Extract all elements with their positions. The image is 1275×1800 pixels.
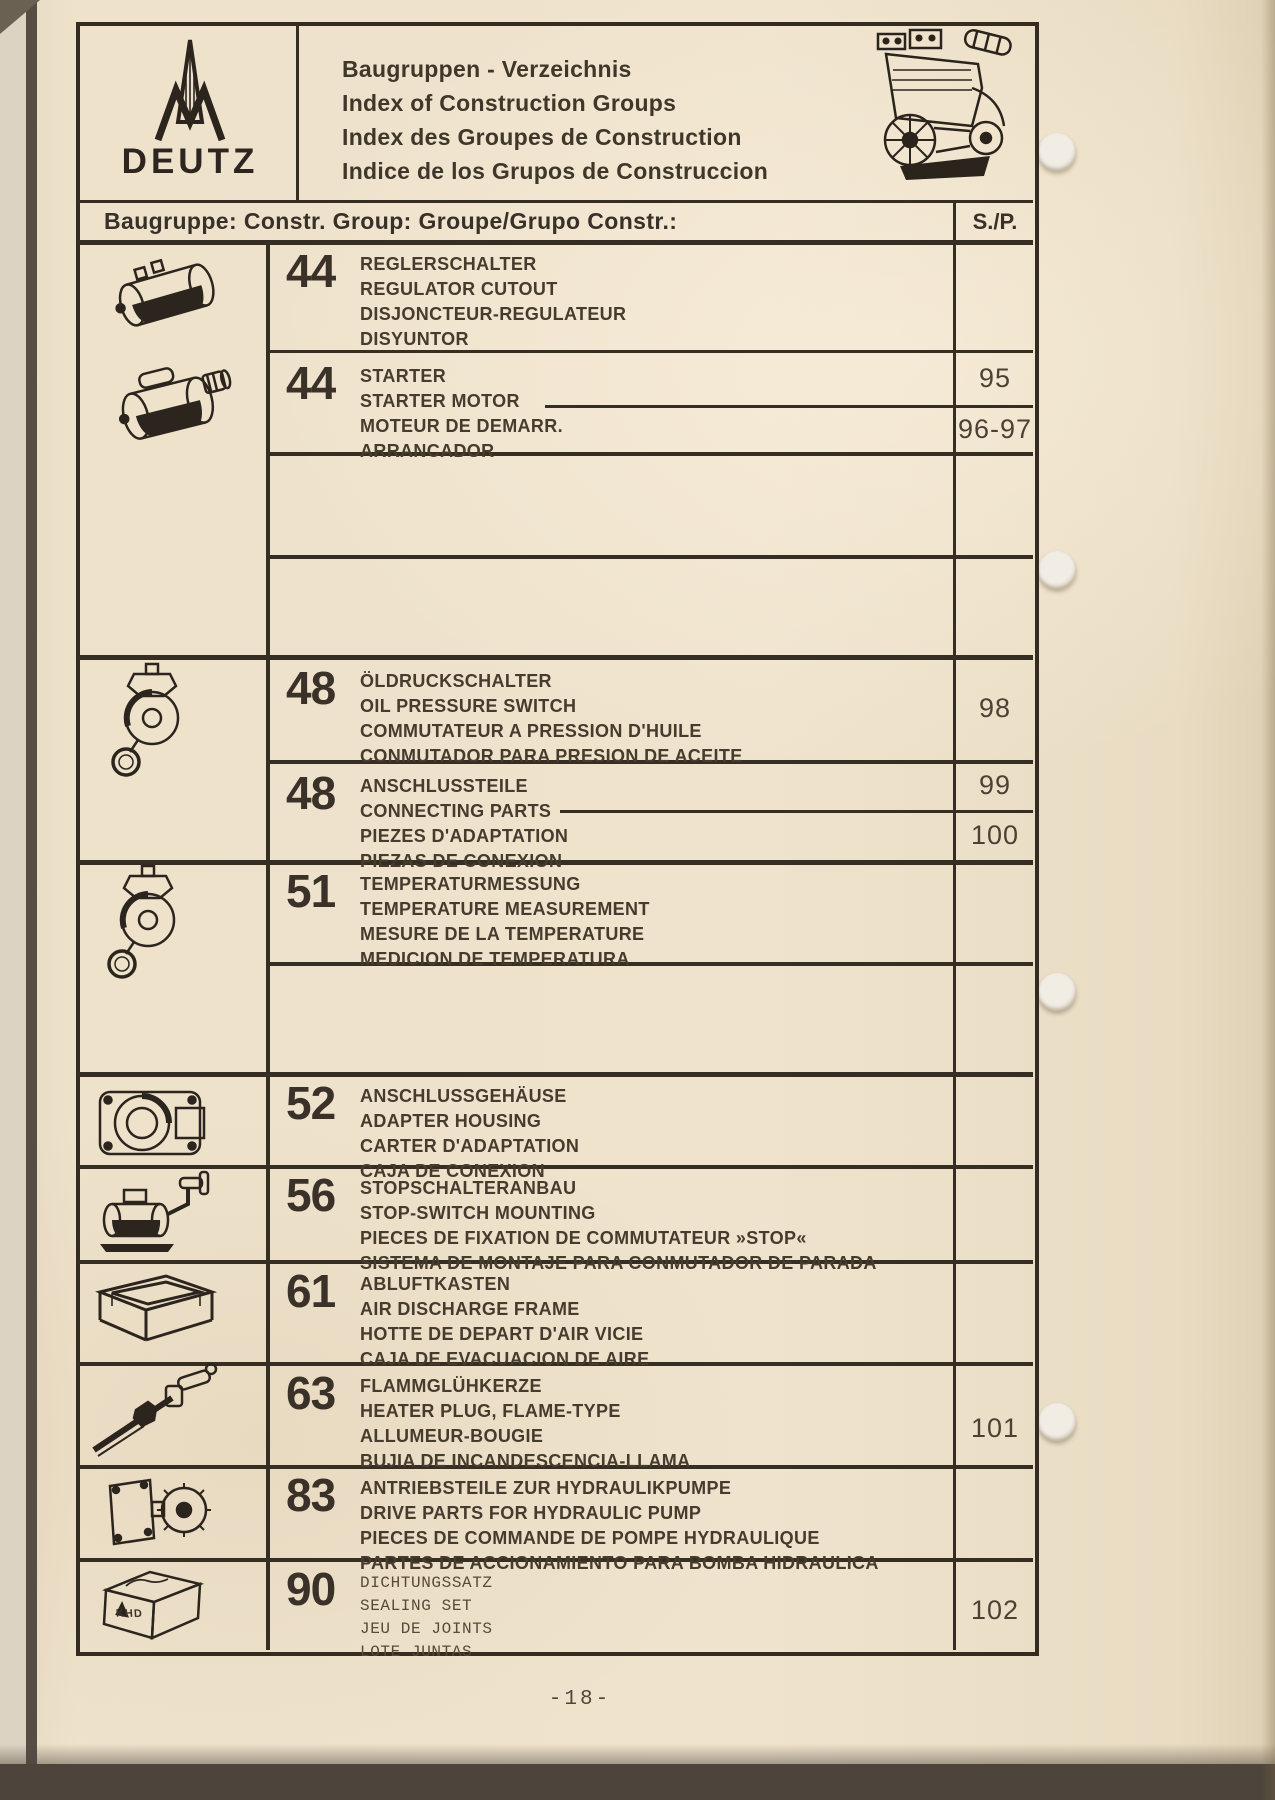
desc-en: TEMPERATURE MEASUREMENT <box>360 899 650 919</box>
desc-es: ARRANCADOR <box>360 441 495 461</box>
box-brand-label: KHD <box>115 1607 144 1621</box>
desc-de: TEMPERATURMESSUNG <box>360 874 581 894</box>
desc-de: ANSCHLUSSTEILE <box>360 776 528 796</box>
divider <box>296 25 299 200</box>
scan-margin <box>0 0 26 1800</box>
punch-hole <box>1038 1403 1076 1441</box>
punch-hole <box>1038 973 1076 1011</box>
desc-de: ÖLDRUCKSCHALTER <box>360 671 552 691</box>
desc-de: STOPSCHALTERANBAU <box>360 1178 577 1198</box>
group-description <box>360 1176 877 1276</box>
scan-edge-bottom-shadow <box>0 1744 1275 1764</box>
desc-fr: CARTER D'ADAPTATION <box>360 1136 580 1156</box>
title-de: Baugruppen - Verzeichnis <box>342 56 632 82</box>
group-description <box>360 1476 879 1576</box>
page-ref: 95 <box>978 362 1012 393</box>
group-number: 56 <box>286 1169 336 1221</box>
engine-illustration <box>858 26 1033 188</box>
group-column-header: Baugruppe: Constr. Group: Groupe/Grupo Constr.: <box>104 208 678 234</box>
sealing-set-illustration <box>92 1560 214 1648</box>
desc-es: PARTES DE ACCIONAMIENTO PARA BOMBA HIDRAULICA <box>360 1553 879 1573</box>
desc-es: CAJA DE CONEXION <box>360 1161 545 1181</box>
divider <box>78 240 1033 245</box>
desc-es: SISTEMA DE MONTAJE PARA CONMUTADOR DE PARADA <box>360 1253 877 1273</box>
desc-es: CAJA DE EVACUACION DE AIRE <box>360 1349 650 1369</box>
desc-en: SEALING SET <box>360 1597 473 1615</box>
scan-edge-right <box>1261 0 1275 1800</box>
desc-de: ANSCHLUSSGEHÄUSE <box>360 1086 567 1106</box>
desc-es: CONMUTADOR PARA PRESION DE ACEITE <box>360 746 743 766</box>
desc-en: HEATER PLUG, FLAME-TYPE <box>360 1401 621 1421</box>
group-description <box>360 1572 493 1664</box>
group-number: 63 <box>286 1367 336 1419</box>
title-fr: Index des Groupes de Construction <box>342 124 742 150</box>
desc-de: ABLUFTKASTEN <box>360 1274 511 1294</box>
footer-page-number: -18- <box>548 1688 612 1711</box>
deutz-spire-logo-icon <box>128 36 252 146</box>
group-number: 48 <box>286 767 336 819</box>
desc-de: REGLERSCHALTER <box>360 254 537 274</box>
desc-fr: JEU DE JOINTS <box>360 1620 493 1638</box>
desc-en: STARTER MOTOR <box>360 391 520 411</box>
divider <box>78 655 1033 660</box>
page-ref: 102 <box>970 1594 1020 1625</box>
desc-fr: PIECES DE COMMANDE DE POMPE HYDRAULIQUE <box>360 1528 820 1548</box>
desc-fr: DISJONCTEUR-REGULATEUR <box>360 304 627 324</box>
desc-es: MEDICION DE TEMPERATURA <box>360 949 630 969</box>
punch-hole <box>1038 551 1076 589</box>
desc-es: PIEZAS DE CONEXION <box>360 851 563 871</box>
desc-fr: PIEZES D'ADAPTATION <box>360 826 569 846</box>
desc-de: STARTER <box>360 366 447 386</box>
page-ref: 100 <box>970 819 1020 850</box>
group-number: 44 <box>286 357 336 409</box>
desc-fr: ALLUMEUR-BOUGIE <box>360 1426 544 1446</box>
page-ref: 96-97 <box>957 413 1033 444</box>
page-ref: 98 <box>978 692 1012 723</box>
scan-edge-left <box>26 0 37 1800</box>
group-description <box>360 252 626 352</box>
desc-fr: MESURE DE LA TEMPERATURE <box>360 924 645 944</box>
page-column-header: S./P. <box>972 209 1018 234</box>
heater-plug-illustration <box>84 1358 222 1460</box>
page-title <box>342 52 768 188</box>
divider <box>78 1072 1033 1077</box>
brand-wordmark: DEUTZ <box>121 142 259 181</box>
regulator-cutout-illustration <box>100 246 240 338</box>
desc-en: STOP-SWITCH MOUNTING <box>360 1203 596 1223</box>
page-ref: 99 <box>978 769 1012 800</box>
desc-en: REGULATOR CUTOUT <box>360 279 558 299</box>
group-number: 44 <box>286 245 336 297</box>
group-number: 48 <box>286 662 336 714</box>
desc-de: DICHTUNGSSATZ <box>360 1574 493 1592</box>
group-number: 51 <box>286 865 336 917</box>
desc-fr: COMMUTATEUR A PRESSION D'HUILE <box>360 721 702 741</box>
group-description <box>360 669 743 769</box>
desc-en: AIR DISCHARGE FRAME <box>360 1299 580 1319</box>
desc-en: OIL PRESSURE SWITCH <box>360 696 577 716</box>
punch-hole <box>1038 133 1076 171</box>
group-number: 61 <box>286 1265 336 1317</box>
desc-de: FLAMMGLÜHKERZE <box>360 1376 542 1396</box>
group-description <box>360 1374 691 1474</box>
desc-es: LOTE JUNTAS <box>360 1643 473 1661</box>
starter-motor-illustration <box>100 352 245 457</box>
group-description <box>360 1084 579 1184</box>
group-number: 83 <box>286 1469 336 1521</box>
divider <box>266 555 1033 559</box>
desc-en: ADAPTER HOUSING <box>360 1111 542 1131</box>
oil-pressure-switch-illustration <box>104 660 199 782</box>
title-en: Index of Construction Groups <box>342 90 677 116</box>
title-es: Indice de los Grupos de Construccion <box>342 158 769 184</box>
hydraulic-pump-drive-illustration <box>96 1468 216 1554</box>
desc-fr: HOTTE DE DEPART D'AIR VICIE <box>360 1324 644 1344</box>
stop-switch-illustration <box>90 1168 220 1256</box>
group-description <box>360 1272 649 1372</box>
desc-es: DISYUNTOR <box>360 329 469 349</box>
desc-en: CONNECTING PARTS <box>360 801 552 821</box>
desc-de: ANTRIEBSTEILE ZUR HYDRAULIKPUMPE <box>360 1478 732 1498</box>
desc-en: DRIVE PARTS FOR HYDRAULIC PUMP <box>360 1503 702 1523</box>
group-description <box>360 774 568 874</box>
scan-corner <box>0 0 40 34</box>
divider <box>78 200 1033 203</box>
desc-fr: MOTEUR DE DEMARR. <box>360 416 563 436</box>
group-description <box>360 872 650 972</box>
page-ref: 101 <box>970 1412 1020 1443</box>
air-discharge-frame-illustration <box>88 1262 222 1354</box>
desc-fr: PIECES DE FIXATION DE COMMUTATEUR »STOP« <box>360 1228 807 1248</box>
scan-edge-bottom <box>0 1764 1275 1800</box>
group-number: 52 <box>286 1077 336 1129</box>
group-number: 90 <box>286 1563 336 1615</box>
desc-es: BUJIA DE INCANDESCENCIA-LLAMA <box>360 1451 691 1471</box>
adapter-housing-illustration <box>90 1076 215 1166</box>
group-description <box>360 364 563 464</box>
temperature-switch-illustration <box>98 862 193 984</box>
